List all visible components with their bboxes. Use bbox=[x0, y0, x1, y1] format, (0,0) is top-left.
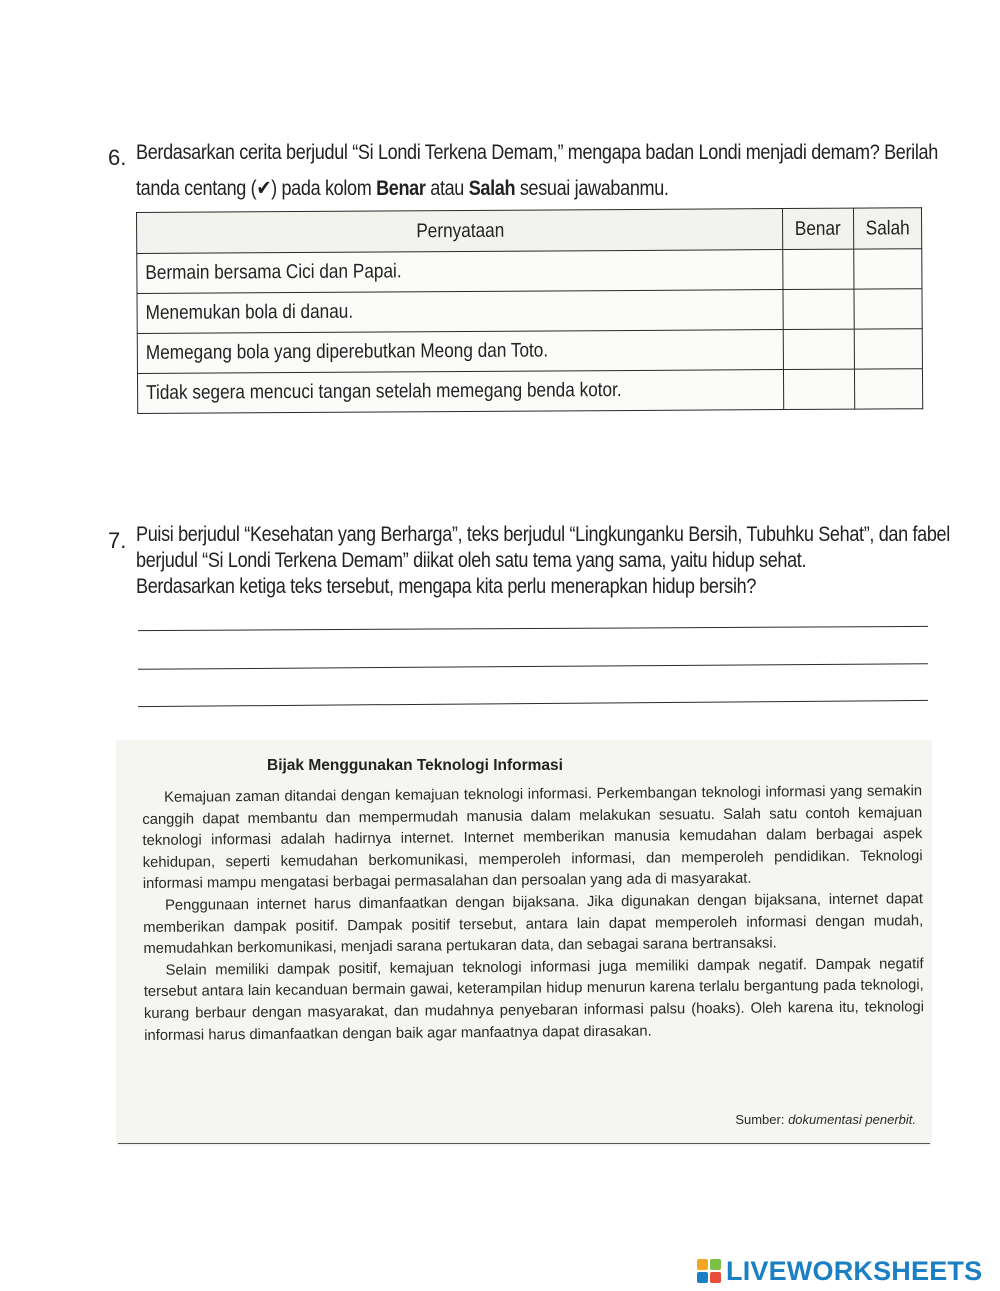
reading-paragraph-3: Selain memiliki dampak positif, kemajuan teknologi informasi juga memiliki dampak negatif. Dampak negatif tersebut antara lain kecanduan bermain gawai, keterampilan hidup menurun karena terlalu bergantung pada teknologi, kurang berbaur dengan masyarakat, dan mudahnya penyebaran informasi palsu (hoaks). Oleh karena itu, teknologi informasi harus dimanfaatkan dengan baik agar manfaatnya dapat dirasakan. bbox=[143, 955, 925, 1044]
salah-checkbox-cell[interactable] bbox=[854, 369, 922, 409]
salah-checkbox-cell[interactable] bbox=[854, 289, 922, 329]
question-7-number: 7. bbox=[108, 528, 127, 553]
liveworksheets-logo-icon bbox=[697, 1259, 721, 1283]
salah-checkbox-cell[interactable] bbox=[854, 329, 922, 369]
reading-paragraph-2: Penggunaan internet harus dimanfaatkan dengan bijaksana. Jika digunakan dengan bijaksana, internet dapat memberikan dampak positif. Dampak positif tersebut, antara lain dapat memperoleh informasi dengan mudah, memudahkan berkomunikasi, menjadi sarana pertukaran data, dan sebagai sarana bertransaksi. bbox=[143, 891, 924, 958]
statement-cell: Menemukan bola di danau. bbox=[137, 290, 784, 334]
answer-line-1[interactable] bbox=[138, 626, 928, 631]
question-7-line-1: Puisi berjudul “Kesehatan yang Berharga”, teks berjudul “Lingkunganku Bersih, Tubuhku Sehat”, dan fabel bbox=[136, 523, 950, 546]
question-6-line-2-text: tanda centang (✔) pada kolom bbox=[136, 177, 377, 200]
brand-text: LIVEWORKSHEETS bbox=[726, 1255, 983, 1286]
source-value: dokumentasi penerbit. bbox=[788, 1112, 916, 1127]
question-6-line-1: Berdasarkan cerita berjudul “Si Londi Terkena Demam,” mengapa badan Londi menjadi demam? Berilah bbox=[136, 141, 938, 164]
table-row bbox=[137, 329, 922, 374]
statement-cell: Bermain bersama Cici dan Papai. bbox=[137, 250, 784, 294]
liveworksheets-brand bbox=[697, 1255, 982, 1287]
table-row bbox=[137, 369, 922, 414]
question-6-line-2-mid: atau bbox=[425, 177, 469, 200]
benar-checkbox-cell[interactable] bbox=[783, 249, 854, 289]
header-benar: Benar bbox=[783, 208, 854, 249]
salah-checkbox-cell[interactable] bbox=[854, 249, 922, 289]
header-salah: Salah bbox=[853, 208, 921, 249]
reading-title: Bijak Menggunakan Teknologi Informasi bbox=[267, 757, 563, 774]
question-6-line-2-end: sesuai jawabanmu. bbox=[515, 177, 669, 200]
question-6-line-2 bbox=[136, 176, 669, 201]
header-pernyataan: Pernyataan bbox=[137, 209, 784, 254]
benar-label: Benar bbox=[376, 177, 426, 200]
table-header-row bbox=[137, 208, 922, 254]
statement-cell: Tidak segera mencuci tangan setelah memegang benda kotor. bbox=[137, 370, 784, 414]
salah-label: Salah bbox=[468, 177, 516, 200]
statement-table bbox=[136, 207, 923, 414]
table-row bbox=[137, 249, 922, 294]
reading-paragraph-1: Kemajuan zaman ditandai dengan kemajuan teknologi informasi. Perkembangan teknologi informasi yang semakin canggih dapat membantu dan mempermudah manusia dalam melakukan sesuatu. Salah satu contoh kemajuan teknologi informasi adalah hadirnya internet. Internet memberikan manusia kemudahan dalam berbagai aspek kehidupan, seperti kemudahan berkomunikasi, memperoleh informasi, dan memperoleh pendidikan. Teknologi informasi mampu mengatasi berbagai permasalahan dan persoalan yang ada di masyarakat. bbox=[142, 783, 923, 893]
benar-checkbox-cell[interactable] bbox=[784, 369, 855, 409]
source-label: Sumber: bbox=[735, 1112, 789, 1127]
benar-checkbox-cell[interactable] bbox=[783, 289, 854, 329]
benar-checkbox-cell[interactable] bbox=[784, 329, 855, 369]
question-7-line-2: berjudul “Si Londi Terkena Demam” diikat oleh satu tema yang sama, yaitu hidup sehat. bbox=[136, 549, 807, 572]
question-6-number: 6. bbox=[108, 145, 127, 170]
question-7-line-3: Berdasarkan ketiga teks tersebut, mengapa kita perlu menerapkan hidup bersih? bbox=[136, 575, 757, 598]
statement-cell: Memegang bola yang diperebutkan Meong dan Toto. bbox=[137, 330, 784, 374]
reading-bottom-rule bbox=[118, 1143, 930, 1144]
answer-line-3[interactable] bbox=[138, 700, 928, 707]
table-row bbox=[137, 289, 922, 334]
reading-body bbox=[142, 781, 924, 1047]
answer-line-2[interactable] bbox=[138, 663, 928, 670]
source-note bbox=[735, 1112, 916, 1127]
